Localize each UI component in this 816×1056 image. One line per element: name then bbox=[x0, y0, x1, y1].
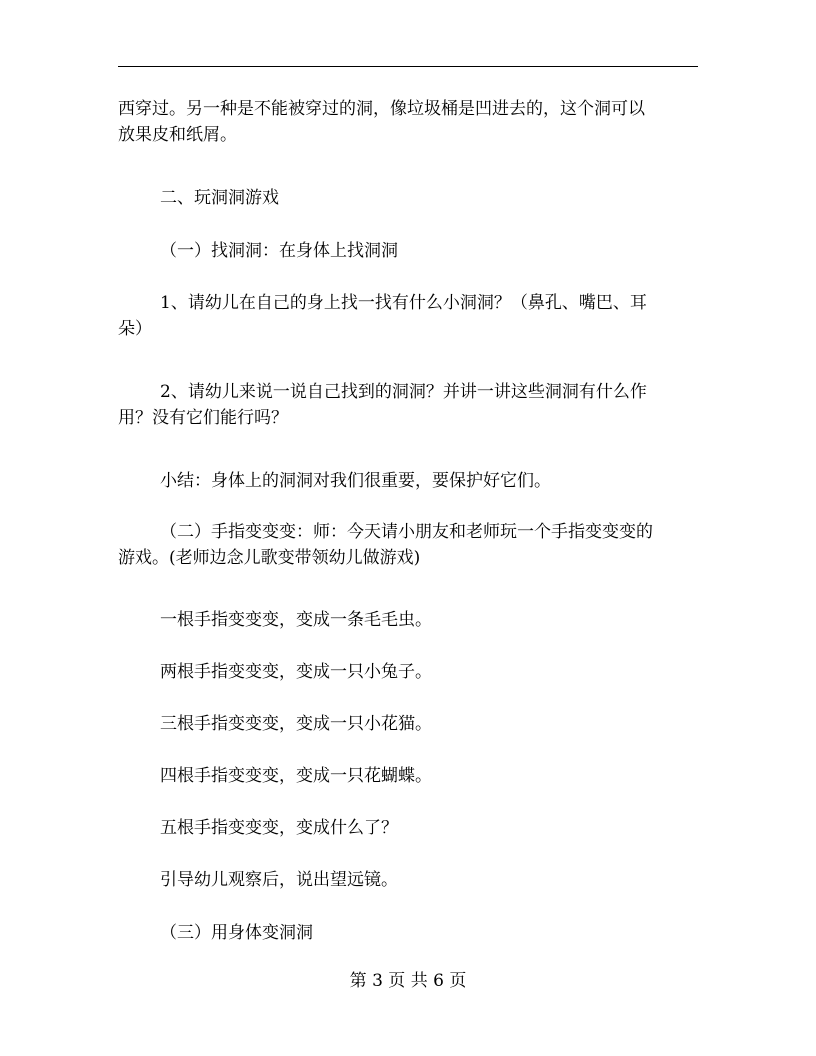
rhyme-line-5 bbox=[118, 815, 698, 841]
text-line: 五根手指变变变，变成什么了？ bbox=[160, 818, 398, 838]
text-line: 2、请幼儿来说一说自己找到的洞洞？并讲一讲这些洞洞有什么作 bbox=[160, 382, 647, 402]
text-line: 两根手指变变变，变成一只小兔子。 bbox=[160, 662, 432, 682]
text-line: 朵） bbox=[118, 319, 152, 339]
rhyme-line-1 bbox=[118, 607, 698, 633]
text-line: 一根手指变变变，变成一条毛毛虫。 bbox=[160, 610, 432, 630]
text-line: 游戏。(老师边念儿歌变带领幼儿做游戏) bbox=[118, 548, 421, 568]
paragraph-hole-types bbox=[118, 96, 698, 148]
text-line: 引导幼儿观察后，说出望远镜。 bbox=[160, 870, 398, 890]
section-heading-game bbox=[118, 185, 698, 211]
paragraph-summary bbox=[118, 468, 698, 494]
text-line: 西穿过。另一种是不能被穿过的洞，像垃圾桶是凹进去的，这个洞可以 bbox=[118, 99, 645, 119]
rhyme-line-4 bbox=[118, 763, 698, 789]
subheading-find-holes bbox=[118, 238, 698, 264]
page-number-footer: 第 3 页 共 6 页 bbox=[349, 971, 467, 991]
paragraph-telescope bbox=[118, 867, 698, 893]
text-line: 小结：身体上的洞洞对我们很重要，要保护好它们。 bbox=[160, 471, 551, 491]
text-line: （二）手指变变变：师：今天请小朋友和老师玩一个手指变变变的 bbox=[160, 522, 653, 542]
paragraph-step-1 bbox=[118, 290, 698, 342]
rhyme-line-2 bbox=[118, 659, 698, 685]
subheading-body-holes bbox=[118, 920, 698, 946]
text-line: 二、玩洞洞游戏 bbox=[160, 188, 279, 208]
text-line: 三根手指变变变，变成一只小花猫。 bbox=[160, 714, 432, 734]
header-rule bbox=[118, 66, 698, 67]
rhyme-line-3 bbox=[118, 711, 698, 737]
text-line: （一）找洞洞：在身体上找洞洞 bbox=[160, 241, 398, 261]
text-line: 用？没有它们能行吗？ bbox=[118, 408, 288, 428]
text-line: 四根手指变变变，变成一只花蝴蝶。 bbox=[160, 766, 432, 786]
text-line: （三）用身体变洞洞 bbox=[160, 923, 313, 943]
text-line: 1、请幼儿在自己的身上找一找有什么小洞洞？（鼻孔、嘴巴、耳 bbox=[160, 293, 647, 313]
paragraph-step-2 bbox=[118, 379, 698, 431]
text-line: 放果皮和纸屑。 bbox=[118, 125, 237, 145]
subheading-finger-game bbox=[118, 519, 698, 571]
